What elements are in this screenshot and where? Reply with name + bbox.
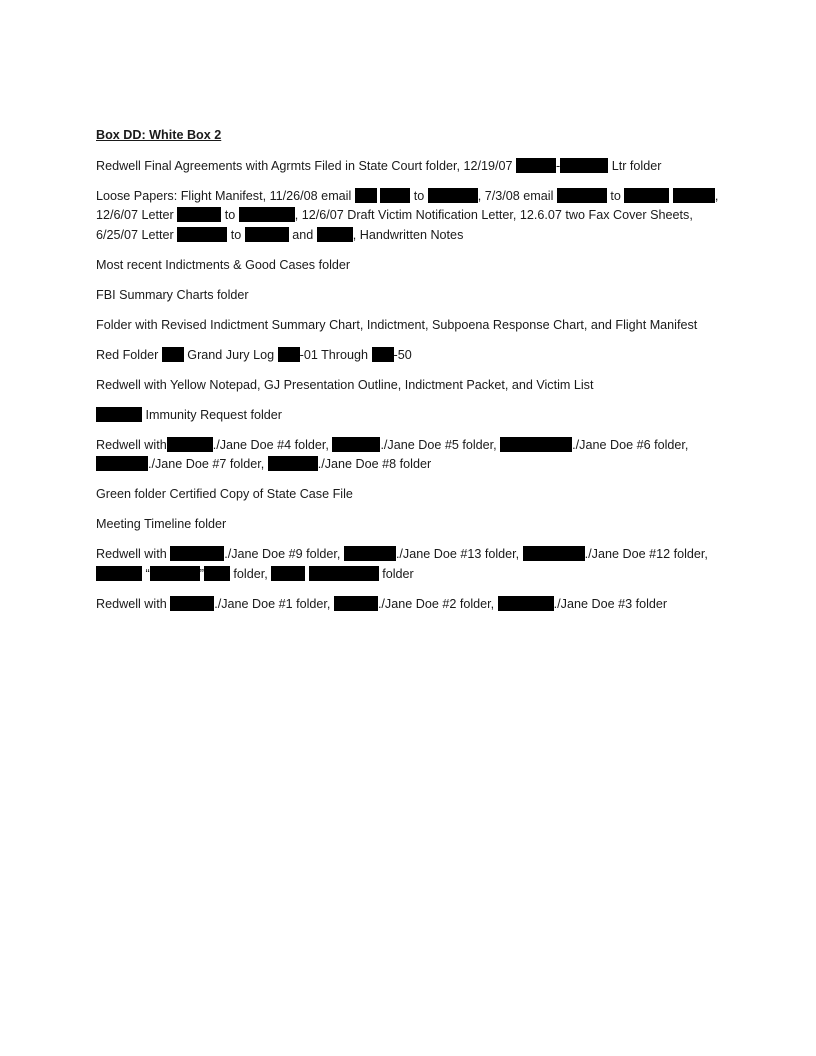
entry-text: ” bbox=[199, 566, 204, 581]
entry-text: ./Jane Doe #6 folder, bbox=[572, 437, 692, 452]
redaction-block bbox=[523, 546, 585, 561]
entry-text: Most recent Indictments & Good Cases folder bbox=[96, 257, 351, 272]
entry-text: folder, bbox=[229, 566, 272, 581]
entry-text: ./Jane Doe #4 folder, bbox=[212, 437, 333, 452]
redaction-block bbox=[560, 158, 608, 173]
redaction-block bbox=[317, 227, 353, 242]
entry-text: Red Folder bbox=[96, 347, 162, 362]
redaction-block bbox=[271, 566, 305, 581]
inventory-entry bbox=[96, 595, 726, 615]
entry-text: ./Jane Doe #2 folder, bbox=[377, 596, 498, 611]
redaction-block bbox=[355, 188, 377, 203]
entry-text: , Handwritten Notes bbox=[352, 227, 464, 242]
redaction-block bbox=[268, 456, 318, 471]
redaction-block bbox=[557, 188, 607, 203]
entry-text: ./Jane Doe #7 folder, bbox=[148, 457, 268, 471]
entry-text: -01 Through bbox=[299, 347, 372, 362]
inventory-entry bbox=[96, 545, 726, 584]
redaction-block bbox=[96, 566, 142, 581]
redaction-block bbox=[167, 437, 213, 452]
inventory-entry bbox=[96, 376, 726, 396]
inventory-entry bbox=[96, 286, 726, 306]
entry-text: Folder with Revised Indictment Summary Chart, Indictment, Subpoena Response Chart, and Flight Manifest bbox=[96, 317, 698, 332]
entry-text: and bbox=[288, 227, 317, 242]
redaction-block bbox=[278, 347, 300, 362]
inventory-entry bbox=[96, 187, 726, 246]
entry-text: Green folder Certified Copy of State Case File bbox=[96, 487, 353, 501]
inventory-entry bbox=[96, 485, 726, 505]
entry-text: Redwell with bbox=[96, 596, 171, 611]
entry-text: ./Jane Doe #9 folder, bbox=[224, 547, 344, 561]
entry-text: Ltr folder bbox=[608, 158, 662, 173]
inventory-entry bbox=[96, 157, 726, 177]
entry-text: ./Jane Doe #13 folder, bbox=[395, 547, 523, 561]
entry-text: Immunity Request folder bbox=[142, 407, 282, 422]
entry-text: ./Jane Doe #12 folder, bbox=[584, 547, 712, 561]
redaction-block bbox=[380, 188, 410, 203]
redaction-block bbox=[428, 188, 478, 203]
redaction-block bbox=[332, 437, 380, 452]
redaction-block bbox=[344, 546, 396, 561]
redaction-block bbox=[170, 546, 224, 561]
inventory-entry bbox=[96, 515, 726, 535]
inventory-entry bbox=[96, 346, 726, 366]
inventory-entry bbox=[96, 436, 726, 475]
inventory-entry bbox=[96, 406, 726, 426]
entry-text: , 12/6/07 Draft Victim Notification Letter, 12.6.07 two Fax Cover Sheets, 6/25/07 Letter bbox=[96, 208, 697, 242]
entry-text: folder bbox=[378, 566, 414, 581]
redaction-block bbox=[500, 437, 572, 452]
redaction-block bbox=[372, 347, 394, 362]
redaction-block bbox=[96, 456, 148, 471]
document-page bbox=[96, 126, 726, 625]
entry-text: - bbox=[556, 158, 561, 173]
entry-text: Redwell with bbox=[96, 547, 171, 561]
entry-text: to bbox=[221, 208, 239, 222]
redaction-block bbox=[245, 227, 289, 242]
entry-text: ./Jane Doe #1 folder, bbox=[214, 596, 334, 611]
redaction-block bbox=[150, 566, 200, 581]
redaction-block bbox=[177, 227, 227, 242]
entry-text: Loose Papers: Flight Manifest, 11/26/08 email bbox=[96, 188, 355, 203]
entry-text: to bbox=[606, 188, 625, 203]
entry-text: ./Jane Doe #8 folder bbox=[317, 457, 432, 471]
redaction-block bbox=[516, 158, 556, 173]
entry-text: , 12/6/07 Letter bbox=[96, 188, 722, 222]
redaction-block bbox=[624, 188, 669, 203]
entry-text: “ bbox=[142, 566, 150, 581]
redaction-block bbox=[673, 188, 715, 203]
entry-text: Redwell with Yellow Notepad, GJ Presentation Outline, Indictment Packet, and Victim List bbox=[96, 377, 594, 392]
entry-text: ./Jane Doe #5 folder, bbox=[380, 437, 501, 452]
entry-text: -50 bbox=[393, 347, 412, 362]
entry-list bbox=[96, 157, 726, 615]
redaction-block bbox=[204, 566, 230, 581]
redaction-block bbox=[334, 596, 378, 611]
inventory-entry bbox=[96, 316, 726, 336]
entry-text: Redwell Final Agreements with Agrmts Filed in State Court folder, 12/19/07 bbox=[96, 158, 517, 173]
box-heading: Box DD: White Box 2 bbox=[96, 128, 222, 142]
redaction-block bbox=[309, 566, 379, 581]
redaction-block bbox=[170, 596, 214, 611]
redaction-block bbox=[96, 407, 142, 422]
redaction-block bbox=[498, 596, 554, 611]
inventory-entry bbox=[96, 256, 726, 276]
entry-text: ./Jane Doe #3 folder bbox=[553, 596, 668, 611]
entry-text: Meeting Timeline folder bbox=[96, 517, 227, 531]
entry-text: to bbox=[410, 188, 428, 203]
entry-text: Grand Jury Log bbox=[183, 347, 278, 362]
entry-text: Redwell with bbox=[96, 437, 167, 452]
redaction-block bbox=[239, 207, 295, 222]
entry-text: to bbox=[227, 227, 245, 242]
entry-text: FBI Summary Charts folder bbox=[96, 287, 249, 302]
redaction-block bbox=[162, 347, 184, 362]
redaction-block bbox=[177, 207, 221, 222]
entry-text: , 7/3/08 email bbox=[477, 188, 557, 203]
